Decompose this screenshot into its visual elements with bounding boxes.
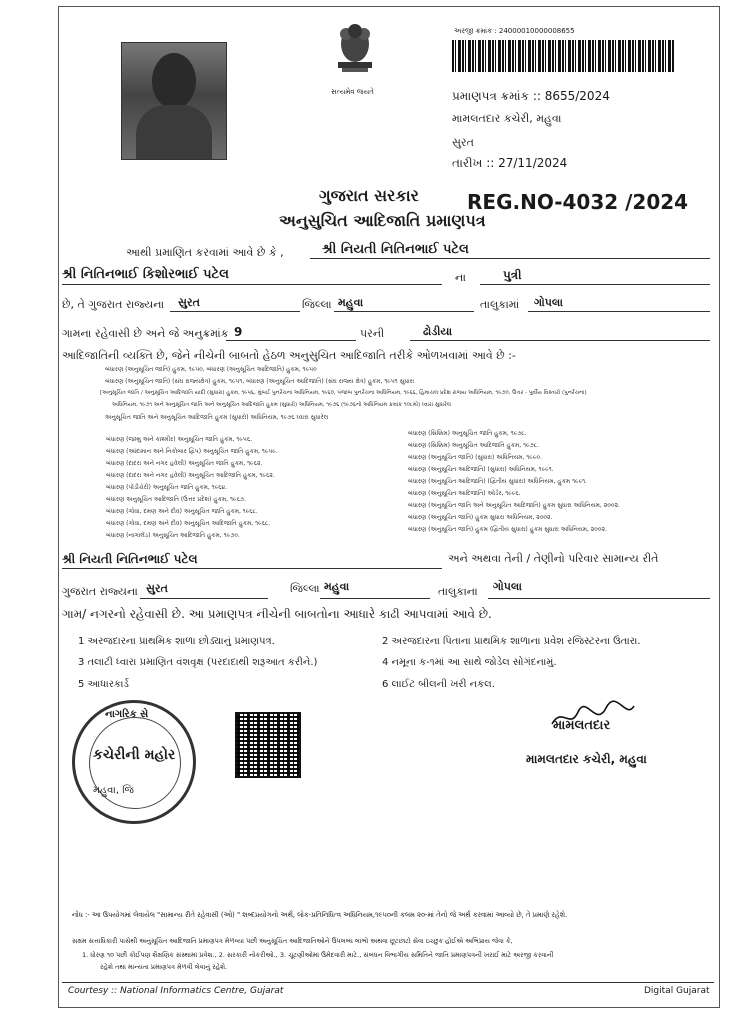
- application-number: અરજી ક્રમાંક : 2400001000000​8655: [454, 27, 575, 35]
- order-line: [અનુસૂચિત જાતિ / અનુસૂચિત આદિજાતિ યાદી (સુધારા) હુકમ, ૧૯૫૬, મુંબઈ પુનર્રચના અધિનિયમ, ૧૯૬૦, પંજાબ પુનર્રચના અધિનિયમ, ૧૯૬૬, હિમાચલ પ્રદેશ રાજ્ય અધિનિયમ, ૧૯૭૦, ઉત્તર - પુર્વીય વિસ્તારો (પુનર્રચના): [100, 390, 587, 396]
- note-line: 1. ધોરણ ૧૦ પછી કોઈપણ શૈક્ષણિક સંસ્થામાં પ્રવેશ., 2. સરકારી નોકરીઓ., 3. ચૂંટણીઓમાં ઉમેદવારી માટે., સંબંધન વિભાગીય સમિતિને જાતિ પ્રમાણપત્રની ખરાઈ માટે અરજી કરવાની: [82, 951, 554, 959]
- seal-text-top: નાગરિક સે: [105, 709, 149, 720]
- issuing-place: સુરત: [452, 136, 474, 149]
- seal-text-bottom: મહુવા, જિ: [93, 785, 134, 796]
- order-right: બંધારણ (અનુસૂચિત જાતિ) હુકમ (દ્વિતીય સુધારા) હુકમ સુધારા અધિનિયમ, ૨૦૦૨.: [408, 526, 607, 533]
- order-right: બંધારણ (અનુસૂચિત જાતિ અને અનુસૂચિત આદિજાતિ) હુકમ સુધારા અધિનિયમ, ૨૦૦૨.: [408, 502, 620, 509]
- resident-statement: ગામ/ નગરનો રહેવાસી છે. આ પ્રમાણપત્ર નીચેની બાબતોના આધારે કાઢી આપવામાં આવે છે.: [62, 607, 492, 621]
- taluka-value: મહુવા: [338, 296, 364, 309]
- document-item: 5 આધારકાર્ડ: [78, 679, 129, 690]
- qr-code: [235, 712, 301, 778]
- note-line: નોંધ :- આ ઉપયોગમાં લેવાયેલ "સામાન્ય રીતે રહેવાસી (ઓ) " શબ્દપ્રયોગનો અર્થ, લોક-પ્રતિનિધિત્વ અધિનિયમ,૧૯૫૦ની કલમ ૨૦-માં તેનો જે અર્થ કરવામાં આવ્યો છે, તે પ્રમાણે રહેશે.: [72, 911, 568, 919]
- order-right: બંધારણ (અનુસૂચિત આદિજાતિ) (દ્વિતીય સુધારા) અધિનિયમ, હુકમ ૧૯૯૧.: [408, 478, 587, 485]
- seal-text-middle: કચેરીની મહોર: [93, 747, 176, 763]
- district-label: જિલ્લા: [302, 298, 332, 311]
- district2-value: સુરત: [146, 582, 168, 595]
- serial-number: 9: [234, 325, 243, 339]
- holder-name-2: શ્રી નિયતી નિતિનભાઈ પટેલ: [62, 552, 198, 566]
- note-line: સક્ષમ સત્તાધિકારી પાસેથી અનુસૂચિત આદિજાતિ પ્રમાણપત્ર મેળવ્યા પછી અનુસૂચિત આદિજાતિઓને ઉપલબ્ધ લાભો અથવા છૂટછાટો સેવા ઇચ્છુક હોઈએ અભિપ્રાય જેવા કે,: [72, 937, 513, 945]
- govt-heading: ગુજરાત સરકાર: [319, 186, 419, 205]
- order-right: બંધારણ (અનુસૂચિત આદિજાતિ) (સુધારા) અધિનિયમ, ૧૯૯૧.: [408, 466, 554, 473]
- order-line: અધિનિયમ, ૧૯૭૧ અને અનુસૂચિત જાતિ અને અનુસૂચિત આદિજાતિ હુકમ (સુધારો) અધિનિયમ, ૧૯૭૬ (૧૯૭૬નો અધિનિયમ ક્રમાંક ૧૦૮મો) ધ્વારા સુધારેલ: [112, 402, 451, 408]
- upon-label: પરની: [360, 327, 385, 340]
- national-emblem-icon: [330, 22, 380, 82]
- order-right: બંધારણ (અનુસૂચિત જાતિ) (સુધારા) અધિનિયમ, ૧૯૯૦.: [408, 454, 542, 461]
- office-seal: [72, 700, 196, 824]
- village2-value: ગોપલા: [493, 580, 522, 593]
- taluka2-label: તાલુકાના: [438, 585, 478, 598]
- district2-label: જિલ્લા: [290, 582, 320, 595]
- footer-digital-gujarat: Digital Gujarat: [644, 986, 710, 996]
- document-item: 2 અરજદારના પિતાના પ્રાથમિક શાળાના પ્રવેશ રજિસ્ટરના ઉતારા.: [382, 636, 641, 647]
- issue-date: તારીખ :: 27/11/2024: [452, 156, 568, 170]
- order-left: બંધારણ (આંદામાન અને નિકોબાર દ્વિપ) અનુસૂચિત જાતિ હુકમ, ૧૯૫૯.: [106, 448, 278, 455]
- state2-prefix: ગુજરાત રાજ્યના: [62, 585, 138, 598]
- applicant-photo: [121, 42, 227, 160]
- taluka2-value: મહુવા: [324, 580, 350, 593]
- order-right: બંધારણ (સિક્કિમ) અનુસૂચિત જાતિ હુકમ, ૧૯૭૮.: [408, 430, 527, 437]
- order-left: બંધારણ (ગોવા, દમણ અને દીવ) અનુસૂચિત જાતિ હુકમ, ૧૯૬૮.: [106, 508, 258, 515]
- barcode: [452, 40, 674, 72]
- father-name: શ્રી નિતિનભાઈ કિશોરભાઈ પટેલ: [62, 267, 229, 282]
- order-left: બંધારણ (ગોવા, દમણ અને દીવ) અનુસૂચિત આદિજાતિ હુકમ, ૧૯૬૮.: [106, 520, 271, 527]
- signatory-title: મામલતદાર: [553, 718, 611, 733]
- issuing-office: મામલતદાર કચેરી, મહુવા: [452, 112, 562, 125]
- order-left: બંધારણ (દાદરા અને નગર હવેલી) અનુસૂચિત જાતિ હુકમ, ૧૯૬૨.: [106, 460, 263, 467]
- certify-prefix: આથી પ્રમાણિત કરવામાં આવે છે કે ,: [126, 246, 284, 259]
- order-left: બંધારણ (પોંડીચેરી) અનુસૂચિત જાતિ હુકમ, ૧૯૬૪.: [106, 484, 228, 491]
- order-left: બંધારણ અનુસૂચિત આદિજાતિ (ઉત્તર પ્રદેશ) હુકમ, ૧૯૬૭.: [106, 496, 246, 503]
- document-item: 1 અરજદારના પ્રાથમિક શાળા છોડ્યાનું પ્રમાણપત્ર.: [78, 636, 275, 647]
- relation: પુત્રી: [503, 268, 522, 282]
- document-item: 3 તલાટી ધ્વારા પ્રમાણિત વંશવૃક્ષ (પરદાદાથી શરૂઆત કરીને.): [78, 657, 318, 668]
- tribe-statement: આદિજાતિની વ્યક્તિ છે, જેને નીચેની બાબતો હેઠળ અનુસુચિત આદિજાતિ તરીકે ઓળખવામાં આવે છે :-: [62, 349, 516, 362]
- order-right: બંધારણ (અનુસૂચિત જાતિ) હુકમ સુધારા અધિનિયમ, ૨૦૦૨.: [408, 514, 553, 521]
- reg-number: REG.NO-4032 /2024: [467, 190, 689, 214]
- holder-name: શ્રી નિયતી નિતિનભાઈ પટેલ: [322, 242, 469, 257]
- certificate-number: પ્રમાણપત્ર ક્રમાંક :: 8655/2024: [452, 89, 610, 103]
- tribe-name: ઢોડીયા: [423, 325, 453, 338]
- order-left: બંધારણ (નાગાલેંડ) અનુસૂચિત આદિજાતિ હુકમ, ૧૯૭૦.: [106, 532, 240, 539]
- order-line: બંધારણ (અનુસૂચિત જાતિ) (સંઘ રાજ્યક્ષેત્ર) હુકમ, ૧૯૫૧, બંધારણ (અનુસૂચિત આદિજાતિ) (સંઘ રાજ્ય ક્ષેત્ર) હુકમ, ૧૯૫૧ સુધારા: [105, 378, 415, 385]
- village-resident: ગામના રહેવાસી છે અને જે અનુક્રમાંક: [62, 327, 229, 340]
- na-label: ના: [455, 271, 466, 284]
- order-line: અનુસૂચિત જાતિ અને અનુસૂચિત આદિજાતિ હુકમ (સુધારો) અધિનિયમ, ૧૯૭૬ ધ્વારા સુધારેલ: [105, 414, 329, 421]
- family-statement: અને અથવા તેની / તેણીનો પરિવાર સામાન્ય રીતે: [448, 552, 659, 565]
- order-right: બંધારણ (અનુસૂચિત આદિજાતિ) ઓર્ડર, ૧૯૯૬.: [408, 490, 521, 497]
- footer-courtesy: Courtesy :: National Informatics Centre, Gujarat: [68, 986, 284, 996]
- signatory-office: મામલતદાર કચેરી, મહુવા: [526, 752, 647, 766]
- document-item: 6 લાઈટ બીલની ખરી નકલ.: [382, 679, 495, 690]
- taluka-label: તાલુકામાં: [480, 298, 520, 311]
- document-item: 4 નમૂના ક-૧માં આ સાથે જોડેલ સોગંદનામું.: [382, 657, 557, 668]
- certificate-title: અનુસુચિત આદિજાતિ પ્રમાણપત્ર: [279, 211, 486, 230]
- village-value: ગોપલા: [534, 296, 563, 309]
- note-line: રહેશે તથા માન્યતા પ્રમાણપત્ર મેળવી લેવાનું રહેશે.: [100, 963, 228, 971]
- order-line: બંધારણ (અનુસૂચિત જાતિ) હુકમ, ૧૯૫૦, બંધારણ (અનુસૂચિત આદિજાતિ) હુકમ, ૧૯૫૦: [105, 366, 317, 373]
- district-value: સુરત: [178, 296, 200, 309]
- order-left: બંધારણ (જમ્મુ અને કાશ્મીર) અનુસૂચિત જાતિ હુકમ, ૧૯૫૬.: [106, 436, 253, 443]
- emblem-caption: સત્યમેવ જયતે: [331, 88, 374, 96]
- state-prefix: છે, તે ગુજરાત રાજ્યના: [62, 298, 165, 311]
- order-left: બંધારણ (દાદરા અને નગર હવેલી) અનુસૂચિત આદિજાતિ હુકમ, ૧૯૬૨.: [106, 472, 275, 479]
- order-right: બંધારણ (સિક્કિમ) અનુસૂચિત આદિજાતિ હુકમ, ૧૯૭૮.: [408, 442, 539, 449]
